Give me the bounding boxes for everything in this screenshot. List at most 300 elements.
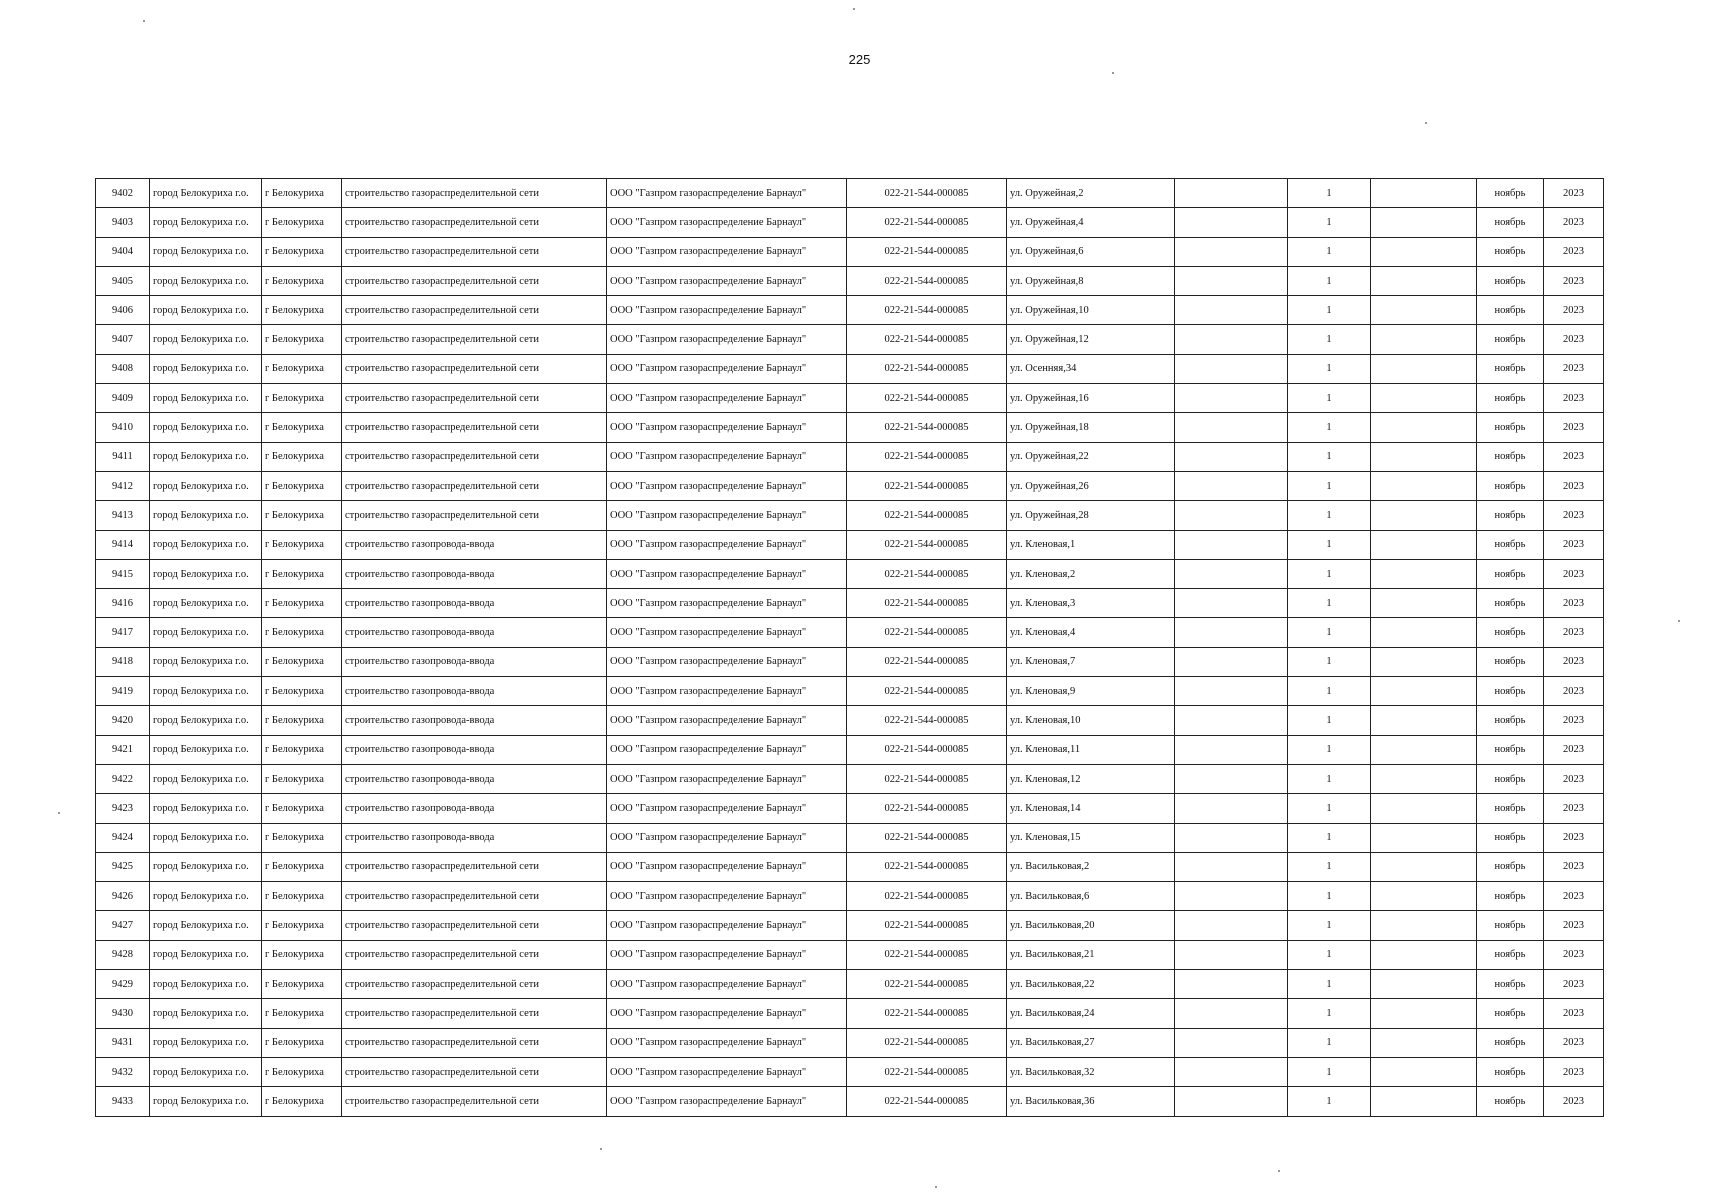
empty-cell: [1175, 589, 1288, 618]
row-number: 9432: [96, 1057, 150, 1086]
count-cell: 1: [1288, 559, 1371, 588]
row-number: 9418: [96, 647, 150, 676]
scan-speck: [1425, 122, 1427, 124]
work-type-cell: строительство газопровода-ввода: [342, 677, 607, 706]
month-cell: ноябрь: [1477, 266, 1544, 295]
address-cell: ул. Оружейная,22: [1007, 442, 1175, 471]
organization-cell: ООО "Газпром газораспределение Барнаул": [607, 589, 847, 618]
address-cell: ул. Оружейная,28: [1007, 501, 1175, 530]
empty-cell: [1175, 266, 1288, 295]
organization-cell: ООО "Газпром газораспределение Барнаул": [607, 882, 847, 911]
count-cell: 1: [1288, 354, 1371, 383]
year-cell: 2023: [1544, 1028, 1604, 1057]
address-cell: ул. Оружейная,16: [1007, 384, 1175, 413]
locality-cell: г Белокуриха: [262, 354, 342, 383]
address-cell: ул. Кленовая,14: [1007, 794, 1175, 823]
empty-cell: [1371, 266, 1477, 295]
empty-cell: [1371, 442, 1477, 471]
locality-cell: г Белокуриха: [262, 501, 342, 530]
municipality-cell: город Белокуриха г.о.: [150, 266, 262, 295]
empty-cell: [1175, 501, 1288, 530]
table-row: [96, 501, 1604, 530]
empty-cell: [1175, 764, 1288, 793]
count-cell: 1: [1288, 501, 1371, 530]
organization-cell: ООО "Газпром газораспределение Барнаул": [607, 501, 847, 530]
organization-cell: ООО "Газпром газораспределение Барнаул": [607, 706, 847, 735]
work-type-cell: строительство газопровода-ввода: [342, 764, 607, 793]
organization-cell: ООО "Газпром газораспределение Барнаул": [607, 384, 847, 413]
month-cell: ноябрь: [1477, 706, 1544, 735]
empty-cell: [1175, 384, 1288, 413]
empty-cell: [1175, 413, 1288, 442]
empty-cell: [1175, 677, 1288, 706]
month-cell: ноябрь: [1477, 442, 1544, 471]
address-cell: ул. Васильковая,2: [1007, 852, 1175, 881]
row-number: 9405: [96, 266, 150, 295]
empty-cell: [1175, 354, 1288, 383]
month-cell: ноябрь: [1477, 208, 1544, 237]
license-code-cell: 022-21-544-000085: [847, 589, 1007, 618]
work-type-cell: строительство газопровода-ввода: [342, 823, 607, 852]
organization-cell: ООО "Газпром газораспределение Барнаул": [607, 296, 847, 325]
row-number: 9413: [96, 501, 150, 530]
scan-speck: [935, 1186, 937, 1188]
month-cell: ноябрь: [1477, 179, 1544, 208]
empty-cell: [1175, 706, 1288, 735]
row-number: 9431: [96, 1028, 150, 1057]
empty-cell: [1175, 1028, 1288, 1057]
work-type-cell: строительство газораспределительной сети: [342, 325, 607, 354]
empty-cell: [1371, 618, 1477, 647]
organization-cell: ООО "Газпром газораспределение Барнаул": [607, 559, 847, 588]
table-row: [96, 296, 1604, 325]
year-cell: 2023: [1544, 823, 1604, 852]
locality-cell: г Белокуриха: [262, 589, 342, 618]
month-cell: ноябрь: [1477, 384, 1544, 413]
license-code-cell: 022-21-544-000085: [847, 501, 1007, 530]
row-number: 9424: [96, 823, 150, 852]
month-cell: ноябрь: [1477, 237, 1544, 266]
address-cell: ул. Кленовая,10: [1007, 706, 1175, 735]
license-code-cell: 022-21-544-000085: [847, 208, 1007, 237]
row-number: 9412: [96, 471, 150, 500]
organization-cell: ООО "Газпром газораспределение Барнаул": [607, 266, 847, 295]
year-cell: 2023: [1544, 764, 1604, 793]
row-number: 9416: [96, 589, 150, 618]
count-cell: 1: [1288, 940, 1371, 969]
license-code-cell: 022-21-544-000085: [847, 882, 1007, 911]
organization-cell: ООО "Газпром газораспределение Барнаул": [607, 999, 847, 1028]
work-type-cell: строительство газопровода-ввода: [342, 794, 607, 823]
locality-cell: г Белокуриха: [262, 852, 342, 881]
registry-table: [95, 178, 1604, 1117]
count-cell: 1: [1288, 296, 1371, 325]
year-cell: 2023: [1544, 384, 1604, 413]
work-type-cell: строительство газораспределительной сети: [342, 852, 607, 881]
table-row: [96, 471, 1604, 500]
row-number: 9404: [96, 237, 150, 266]
municipality-cell: город Белокуриха г.о.: [150, 559, 262, 588]
empty-cell: [1371, 471, 1477, 500]
municipality-cell: город Белокуриха г.о.: [150, 179, 262, 208]
month-cell: ноябрь: [1477, 471, 1544, 500]
row-number: 9406: [96, 296, 150, 325]
locality-cell: г Белокуриха: [262, 882, 342, 911]
table-row: [96, 208, 1604, 237]
table-row: [96, 882, 1604, 911]
license-code-cell: 022-21-544-000085: [847, 764, 1007, 793]
table-row: [96, 325, 1604, 354]
year-cell: 2023: [1544, 1057, 1604, 1086]
locality-cell: г Белокуриха: [262, 237, 342, 266]
scan-speck: [143, 20, 145, 22]
locality-cell: г Белокуриха: [262, 911, 342, 940]
organization-cell: ООО "Газпром газораспределение Барнаул": [607, 237, 847, 266]
year-cell: 2023: [1544, 530, 1604, 559]
organization-cell: ООО "Газпром газораспределение Барнаул": [607, 1057, 847, 1086]
row-number: 9427: [96, 911, 150, 940]
count-cell: 1: [1288, 530, 1371, 559]
year-cell: 2023: [1544, 442, 1604, 471]
address-cell: ул. Оружейная,26: [1007, 471, 1175, 500]
empty-cell: [1175, 852, 1288, 881]
organization-cell: ООО "Газпром газораспределение Барнаул": [607, 530, 847, 559]
table-row: [96, 266, 1604, 295]
address-cell: ул. Оружейная,10: [1007, 296, 1175, 325]
count-cell: 1: [1288, 999, 1371, 1028]
empty-cell: [1371, 237, 1477, 266]
address-cell: ул. Оружейная,6: [1007, 237, 1175, 266]
locality-cell: г Белокуриха: [262, 618, 342, 647]
address-cell: ул. Васильковая,36: [1007, 1087, 1175, 1116]
empty-cell: [1371, 735, 1477, 764]
table-row: [96, 911, 1604, 940]
count-cell: 1: [1288, 735, 1371, 764]
locality-cell: г Белокуриха: [262, 208, 342, 237]
license-code-cell: 022-21-544-000085: [847, 794, 1007, 823]
municipality-cell: город Белокуриха г.о.: [150, 501, 262, 530]
address-cell: ул. Васильковая,20: [1007, 911, 1175, 940]
page-number: 225: [848, 52, 871, 67]
empty-cell: [1175, 442, 1288, 471]
municipality-cell: город Белокуриха г.о.: [150, 940, 262, 969]
address-cell: ул. Кленовая,1: [1007, 530, 1175, 559]
address-cell: ул. Оружейная,12: [1007, 325, 1175, 354]
empty-cell: [1371, 589, 1477, 618]
month-cell: ноябрь: [1477, 530, 1544, 559]
locality-cell: г Белокуриха: [262, 384, 342, 413]
table-row: [96, 589, 1604, 618]
year-cell: 2023: [1544, 706, 1604, 735]
work-type-cell: строительство газопровода-ввода: [342, 559, 607, 588]
empty-cell: [1371, 706, 1477, 735]
municipality-cell: город Белокуриха г.о.: [150, 735, 262, 764]
count-cell: 1: [1288, 384, 1371, 413]
table-row: [96, 1087, 1604, 1116]
row-number: 9407: [96, 325, 150, 354]
row-number: 9415: [96, 559, 150, 588]
year-cell: 2023: [1544, 501, 1604, 530]
address-cell: ул. Оружейная,2: [1007, 179, 1175, 208]
empty-cell: [1175, 735, 1288, 764]
work-type-cell: строительство газораспределительной сети: [342, 413, 607, 442]
address-cell: ул. Васильковая,6: [1007, 882, 1175, 911]
work-type-cell: строительство газораспределительной сети: [342, 1028, 607, 1057]
organization-cell: ООО "Газпром газораспределение Барнаул": [607, 471, 847, 500]
license-code-cell: 022-21-544-000085: [847, 325, 1007, 354]
municipality-cell: город Белокуриха г.о.: [150, 647, 262, 676]
empty-cell: [1371, 325, 1477, 354]
count-cell: 1: [1288, 970, 1371, 999]
address-cell: ул. Кленовая,4: [1007, 618, 1175, 647]
work-type-cell: строительство газораспределительной сети: [342, 296, 607, 325]
work-type-cell: строительство газораспределительной сети: [342, 999, 607, 1028]
table-row: [96, 706, 1604, 735]
table-row: [96, 1028, 1604, 1057]
year-cell: 2023: [1544, 589, 1604, 618]
year-cell: 2023: [1544, 647, 1604, 676]
row-number: 9402: [96, 179, 150, 208]
municipality-cell: город Белокуриха г.о.: [150, 384, 262, 413]
table-row: [96, 647, 1604, 676]
row-number: 9414: [96, 530, 150, 559]
address-cell: ул. Кленовая,2: [1007, 559, 1175, 588]
row-number: 9410: [96, 413, 150, 442]
organization-cell: ООО "Газпром газораспределение Барнаул": [607, 852, 847, 881]
empty-cell: [1175, 823, 1288, 852]
organization-cell: ООО "Газпром газораспределение Барнаул": [607, 940, 847, 969]
empty-cell: [1371, 940, 1477, 969]
organization-cell: ООО "Газпром газораспределение Барнаул": [607, 1087, 847, 1116]
month-cell: ноябрь: [1477, 999, 1544, 1028]
work-type-cell: строительство газораспределительной сети: [342, 237, 607, 266]
empty-cell: [1371, 999, 1477, 1028]
count-cell: 1: [1288, 706, 1371, 735]
municipality-cell: город Белокуриха г.о.: [150, 852, 262, 881]
count-cell: 1: [1288, 413, 1371, 442]
count-cell: 1: [1288, 1028, 1371, 1057]
count-cell: 1: [1288, 764, 1371, 793]
table-row: [96, 354, 1604, 383]
scan-speck: [58, 812, 60, 814]
month-cell: ноябрь: [1477, 970, 1544, 999]
municipality-cell: город Белокуриха г.о.: [150, 970, 262, 999]
empty-cell: [1175, 208, 1288, 237]
municipality-cell: город Белокуриха г.о.: [150, 882, 262, 911]
row-number: 9433: [96, 1087, 150, 1116]
organization-cell: ООО "Газпром газораспределение Барнаул": [607, 179, 847, 208]
empty-cell: [1371, 530, 1477, 559]
empty-cell: [1175, 999, 1288, 1028]
municipality-cell: город Белокуриха г.о.: [150, 530, 262, 559]
row-number: 9419: [96, 677, 150, 706]
row-number: 9429: [96, 970, 150, 999]
municipality-cell: город Белокуриха г.о.: [150, 589, 262, 618]
table-row: [96, 413, 1604, 442]
table-row: [96, 764, 1604, 793]
empty-cell: [1371, 559, 1477, 588]
license-code-cell: 022-21-544-000085: [847, 237, 1007, 266]
locality-cell: г Белокуриха: [262, 1087, 342, 1116]
municipality-cell: город Белокуриха г.о.: [150, 1087, 262, 1116]
locality-cell: г Белокуриха: [262, 647, 342, 676]
count-cell: 1: [1288, 589, 1371, 618]
empty-cell: [1175, 471, 1288, 500]
month-cell: ноябрь: [1477, 677, 1544, 706]
count-cell: 1: [1288, 647, 1371, 676]
organization-cell: ООО "Газпром газораспределение Барнаул": [607, 325, 847, 354]
month-cell: ноябрь: [1477, 501, 1544, 530]
row-number: 9409: [96, 384, 150, 413]
month-cell: ноябрь: [1477, 413, 1544, 442]
organization-cell: ООО "Газпром газораспределение Барнаул": [607, 735, 847, 764]
table-row: [96, 559, 1604, 588]
address-cell: ул. Кленовая,7: [1007, 647, 1175, 676]
year-cell: 2023: [1544, 618, 1604, 647]
month-cell: ноябрь: [1477, 559, 1544, 588]
work-type-cell: строительство газопровода-ввода: [342, 589, 607, 618]
empty-cell: [1175, 618, 1288, 647]
month-cell: ноябрь: [1477, 354, 1544, 383]
address-cell: ул. Васильковая,27: [1007, 1028, 1175, 1057]
work-type-cell: строительство газораспределительной сети: [342, 1057, 607, 1086]
license-code-cell: 022-21-544-000085: [847, 940, 1007, 969]
year-cell: 2023: [1544, 882, 1604, 911]
table-row: [96, 1057, 1604, 1086]
municipality-cell: город Белокуриха г.о.: [150, 208, 262, 237]
empty-cell: [1371, 911, 1477, 940]
empty-cell: [1175, 237, 1288, 266]
count-cell: 1: [1288, 823, 1371, 852]
row-number: 9420: [96, 706, 150, 735]
address-cell: ул. Кленовая,11: [1007, 735, 1175, 764]
empty-cell: [1175, 325, 1288, 354]
organization-cell: ООО "Газпром газораспределение Барнаул": [607, 442, 847, 471]
table-row: [96, 442, 1604, 471]
work-type-cell: строительство газораспределительной сети: [342, 208, 607, 237]
address-cell: ул. Васильковая,21: [1007, 940, 1175, 969]
work-type-cell: строительство газораспределительной сети: [342, 354, 607, 383]
address-cell: ул. Кленовая,15: [1007, 823, 1175, 852]
count-cell: 1: [1288, 618, 1371, 647]
month-cell: ноябрь: [1477, 296, 1544, 325]
row-number: 9403: [96, 208, 150, 237]
locality-cell: г Белокуриха: [262, 559, 342, 588]
year-cell: 2023: [1544, 677, 1604, 706]
organization-cell: ООО "Газпром газораспределение Барнаул": [607, 764, 847, 793]
empty-cell: [1175, 647, 1288, 676]
empty-cell: [1371, 882, 1477, 911]
locality-cell: г Белокуриха: [262, 940, 342, 969]
empty-cell: [1371, 1028, 1477, 1057]
license-code-cell: 022-21-544-000085: [847, 1028, 1007, 1057]
row-number: 9423: [96, 794, 150, 823]
license-code-cell: 022-21-544-000085: [847, 852, 1007, 881]
table-row: [96, 530, 1604, 559]
month-cell: ноябрь: [1477, 589, 1544, 618]
year-cell: 2023: [1544, 208, 1604, 237]
year-cell: 2023: [1544, 735, 1604, 764]
work-type-cell: строительство газораспределительной сети: [342, 911, 607, 940]
month-cell: ноябрь: [1477, 325, 1544, 354]
work-type-cell: строительство газораспределительной сети: [342, 384, 607, 413]
license-code-cell: 022-21-544-000085: [847, 530, 1007, 559]
month-cell: ноябрь: [1477, 911, 1544, 940]
locality-cell: г Белокуриха: [262, 442, 342, 471]
empty-cell: [1371, 179, 1477, 208]
table-row: [96, 237, 1604, 266]
empty-cell: [1371, 764, 1477, 793]
empty-cell: [1175, 179, 1288, 208]
municipality-cell: город Белокуриха г.о.: [150, 354, 262, 383]
month-cell: ноябрь: [1477, 764, 1544, 793]
organization-cell: ООО "Газпром газораспределение Барнаул": [607, 618, 847, 647]
scan-speck: [1678, 620, 1680, 622]
scan-speck: [853, 8, 855, 10]
table-row: [96, 794, 1604, 823]
license-code-cell: 022-21-544-000085: [847, 911, 1007, 940]
license-code-cell: 022-21-544-000085: [847, 999, 1007, 1028]
locality-cell: г Белокуриха: [262, 325, 342, 354]
locality-cell: г Белокуриха: [262, 677, 342, 706]
address-cell: ул. Оружейная,4: [1007, 208, 1175, 237]
license-code-cell: 022-21-544-000085: [847, 647, 1007, 676]
year-cell: 2023: [1544, 999, 1604, 1028]
work-type-cell: строительство газопровода-ввода: [342, 647, 607, 676]
year-cell: 2023: [1544, 970, 1604, 999]
count-cell: 1: [1288, 794, 1371, 823]
work-type-cell: строительство газораспределительной сети: [342, 940, 607, 969]
count-cell: 1: [1288, 179, 1371, 208]
count-cell: 1: [1288, 852, 1371, 881]
empty-cell: [1371, 354, 1477, 383]
month-cell: ноябрь: [1477, 618, 1544, 647]
work-type-cell: строительство газораспределительной сети: [342, 266, 607, 295]
locality-cell: г Белокуриха: [262, 179, 342, 208]
table-row: [96, 618, 1604, 647]
empty-cell: [1371, 413, 1477, 442]
year-cell: 2023: [1544, 911, 1604, 940]
table-row: [96, 677, 1604, 706]
license-code-cell: 022-21-544-000085: [847, 823, 1007, 852]
municipality-cell: город Белокуриха г.о.: [150, 1028, 262, 1057]
empty-cell: [1371, 647, 1477, 676]
table-row: [96, 179, 1604, 208]
count-cell: 1: [1288, 1087, 1371, 1116]
license-code-cell: 022-21-544-000085: [847, 1087, 1007, 1116]
organization-cell: ООО "Газпром газораспределение Барнаул": [607, 354, 847, 383]
empty-cell: [1371, 852, 1477, 881]
year-cell: 2023: [1544, 296, 1604, 325]
work-type-cell: строительство газораспределительной сети: [342, 501, 607, 530]
organization-cell: ООО "Газпром газораспределение Барнаул": [607, 208, 847, 237]
license-code-cell: 022-21-544-000085: [847, 1057, 1007, 1086]
license-code-cell: 022-21-544-000085: [847, 471, 1007, 500]
year-cell: 2023: [1544, 1087, 1604, 1116]
address-cell: ул. Оружейная,18: [1007, 413, 1175, 442]
work-type-cell: строительство газораспределительной сети: [342, 882, 607, 911]
month-cell: ноябрь: [1477, 794, 1544, 823]
count-cell: 1: [1288, 208, 1371, 237]
address-cell: ул. Осенняя,34: [1007, 354, 1175, 383]
license-code-cell: 022-21-544-000085: [847, 559, 1007, 588]
row-number: 9417: [96, 618, 150, 647]
locality-cell: г Белокуриха: [262, 999, 342, 1028]
locality-cell: г Белокуриха: [262, 794, 342, 823]
license-code-cell: 022-21-544-000085: [847, 266, 1007, 295]
month-cell: ноябрь: [1477, 647, 1544, 676]
empty-cell: [1371, 1087, 1477, 1116]
